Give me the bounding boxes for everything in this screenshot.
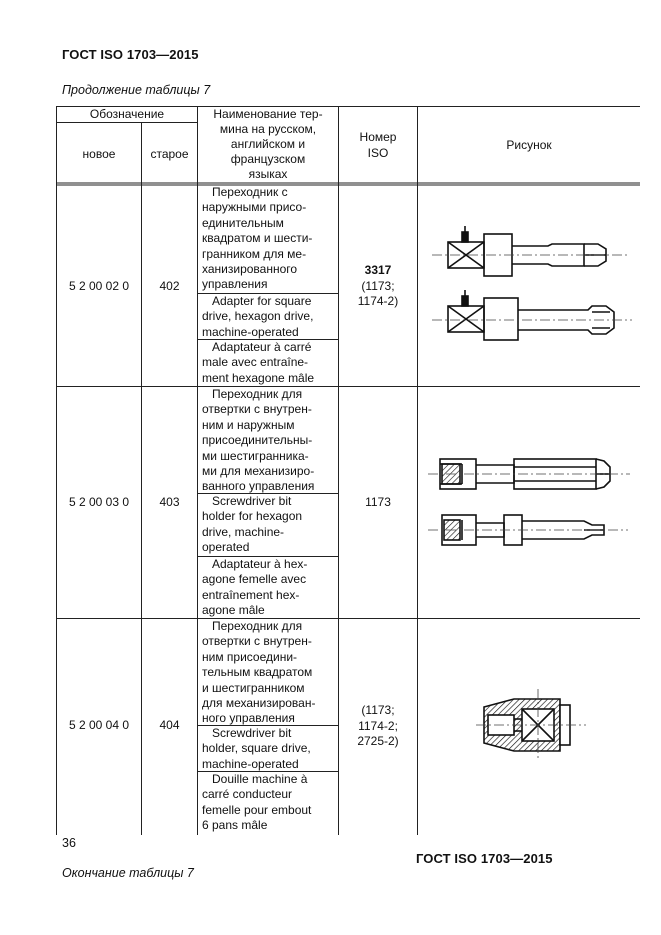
row2-fr [202, 557, 336, 619]
term-line: ним присоедини- [202, 649, 298, 664]
row1-iso [339, 263, 417, 310]
iso-line: (1173; [361, 703, 395, 717]
term-line: ним и наружным [202, 417, 295, 432]
term-line: ми для механизиро- [202, 464, 315, 479]
iso-line: (1173; [361, 278, 395, 293]
term-line: agone femelle avec [202, 572, 307, 587]
header-old: старое [150, 147, 189, 161]
term-line: Screwdriver bit [212, 494, 292, 508]
term-line: ханизированного [202, 262, 298, 277]
row2-ru [202, 387, 336, 495]
row3-old: 404 [159, 718, 180, 732]
header-name-line: французском [230, 152, 306, 166]
header-name-line: английском и [230, 137, 306, 151]
row2-new: 5 2 00 03 0 [68, 495, 130, 509]
row1-new: 5 2 00 02 0 [68, 279, 130, 293]
row3-new: 5 2 00 04 0 [68, 718, 130, 732]
row2-en [202, 494, 336, 556]
term-line: ми шестигранника- [202, 448, 309, 463]
iso-line: 2725-2) [357, 734, 399, 748]
header-iso-line: ISO [367, 145, 389, 160]
term-line: holder for hexagon [202, 509, 303, 524]
term-line: гранником для ме- [202, 246, 307, 261]
term-line: единительным [202, 215, 284, 230]
bit-holder-hex-drawing [418, 387, 661, 618]
term-line: управления [202, 277, 268, 292]
header-name-line: мина на русском, [219, 122, 317, 136]
term-line: agone mâle [202, 603, 265, 618]
header-iso-line: Номер [359, 130, 397, 144]
term-line: Adapter for square [212, 294, 312, 308]
term-line: ванного управления [202, 479, 315, 494]
row2-old: 403 [159, 495, 180, 509]
header-name-line: Наименование тер- [213, 107, 323, 121]
running-header: ГОСТ ISO 1703—2015 [62, 47, 199, 62]
footer-caption: Окончание таблицы 7 [62, 866, 194, 880]
term-line: отвертки с внутрен- [202, 634, 312, 649]
row1-old: 402 [159, 279, 180, 293]
term-line: carré conducteur [202, 787, 293, 802]
header-designation: Обозначение [89, 107, 165, 121]
term-line: отвертки с внутрен- [202, 402, 312, 417]
term-line: machine-operated [202, 756, 299, 771]
header-iso [339, 130, 417, 161]
term-line: Переходник для [212, 387, 303, 401]
term-line: и шестигранником [202, 680, 305, 695]
adapter-square-hex-drawing [418, 186, 661, 386]
row1-fr [202, 340, 336, 386]
term-line: Adaptateur à hex- [212, 557, 308, 571]
term-line: Douille machine à [212, 772, 308, 786]
row2-iso [339, 495, 417, 511]
row3-fr [202, 772, 336, 834]
footer-header: ГОСТ ISO 1703—2015 [416, 851, 553, 866]
term-line: femelle pour embout [202, 802, 312, 817]
term-line: male avec entraîne- [202, 355, 309, 370]
term-line: entraînement hex- [202, 587, 300, 602]
term-line: ment hexagone mâle [202, 370, 315, 385]
row3-ru [202, 619, 336, 727]
page-number: 36 [62, 836, 76, 850]
iso-line: 1174-2; [358, 718, 398, 733]
term-line: для механизирован- [202, 696, 316, 711]
term-line: наружными присо- [202, 200, 307, 215]
term-line: drive, machine- [202, 524, 285, 539]
iso-line: 1174-2) [357, 294, 399, 308]
table-caption: Продолжение таблицы 7 [62, 83, 211, 97]
header-name-line: языках [248, 167, 288, 181]
iso-line: 1173 [365, 495, 391, 509]
term-line: присоединительны- [202, 433, 313, 448]
term-line: Screwdriver bit [212, 726, 292, 740]
term-line: operated [202, 540, 250, 555]
header-figure: Рисунок [506, 138, 552, 152]
term-line: Adaptateur à carré [212, 340, 312, 354]
header-name [198, 107, 338, 182]
term-line: Переходник для [212, 619, 303, 633]
term-line: holder, square drive, [202, 741, 311, 756]
term-line: квадратом и шести- [202, 231, 313, 246]
term-line: тельным квадратом [202, 665, 313, 680]
row1-en [202, 294, 336, 340]
term-line: 6 pans mâle [202, 818, 268, 833]
bit-holder-square-drawing [418, 619, 661, 835]
term-line: Переходник с [212, 185, 288, 199]
header-new: новое [82, 147, 116, 161]
row3-en [202, 726, 336, 772]
row1-ru [202, 185, 336, 293]
term-line: machine-operated [202, 324, 299, 339]
iso-bold: 3317 [364, 263, 392, 277]
term-line: ного управления [202, 711, 295, 726]
term-line: drive, hexagon drive, [202, 309, 314, 324]
row3-iso [339, 703, 417, 750]
